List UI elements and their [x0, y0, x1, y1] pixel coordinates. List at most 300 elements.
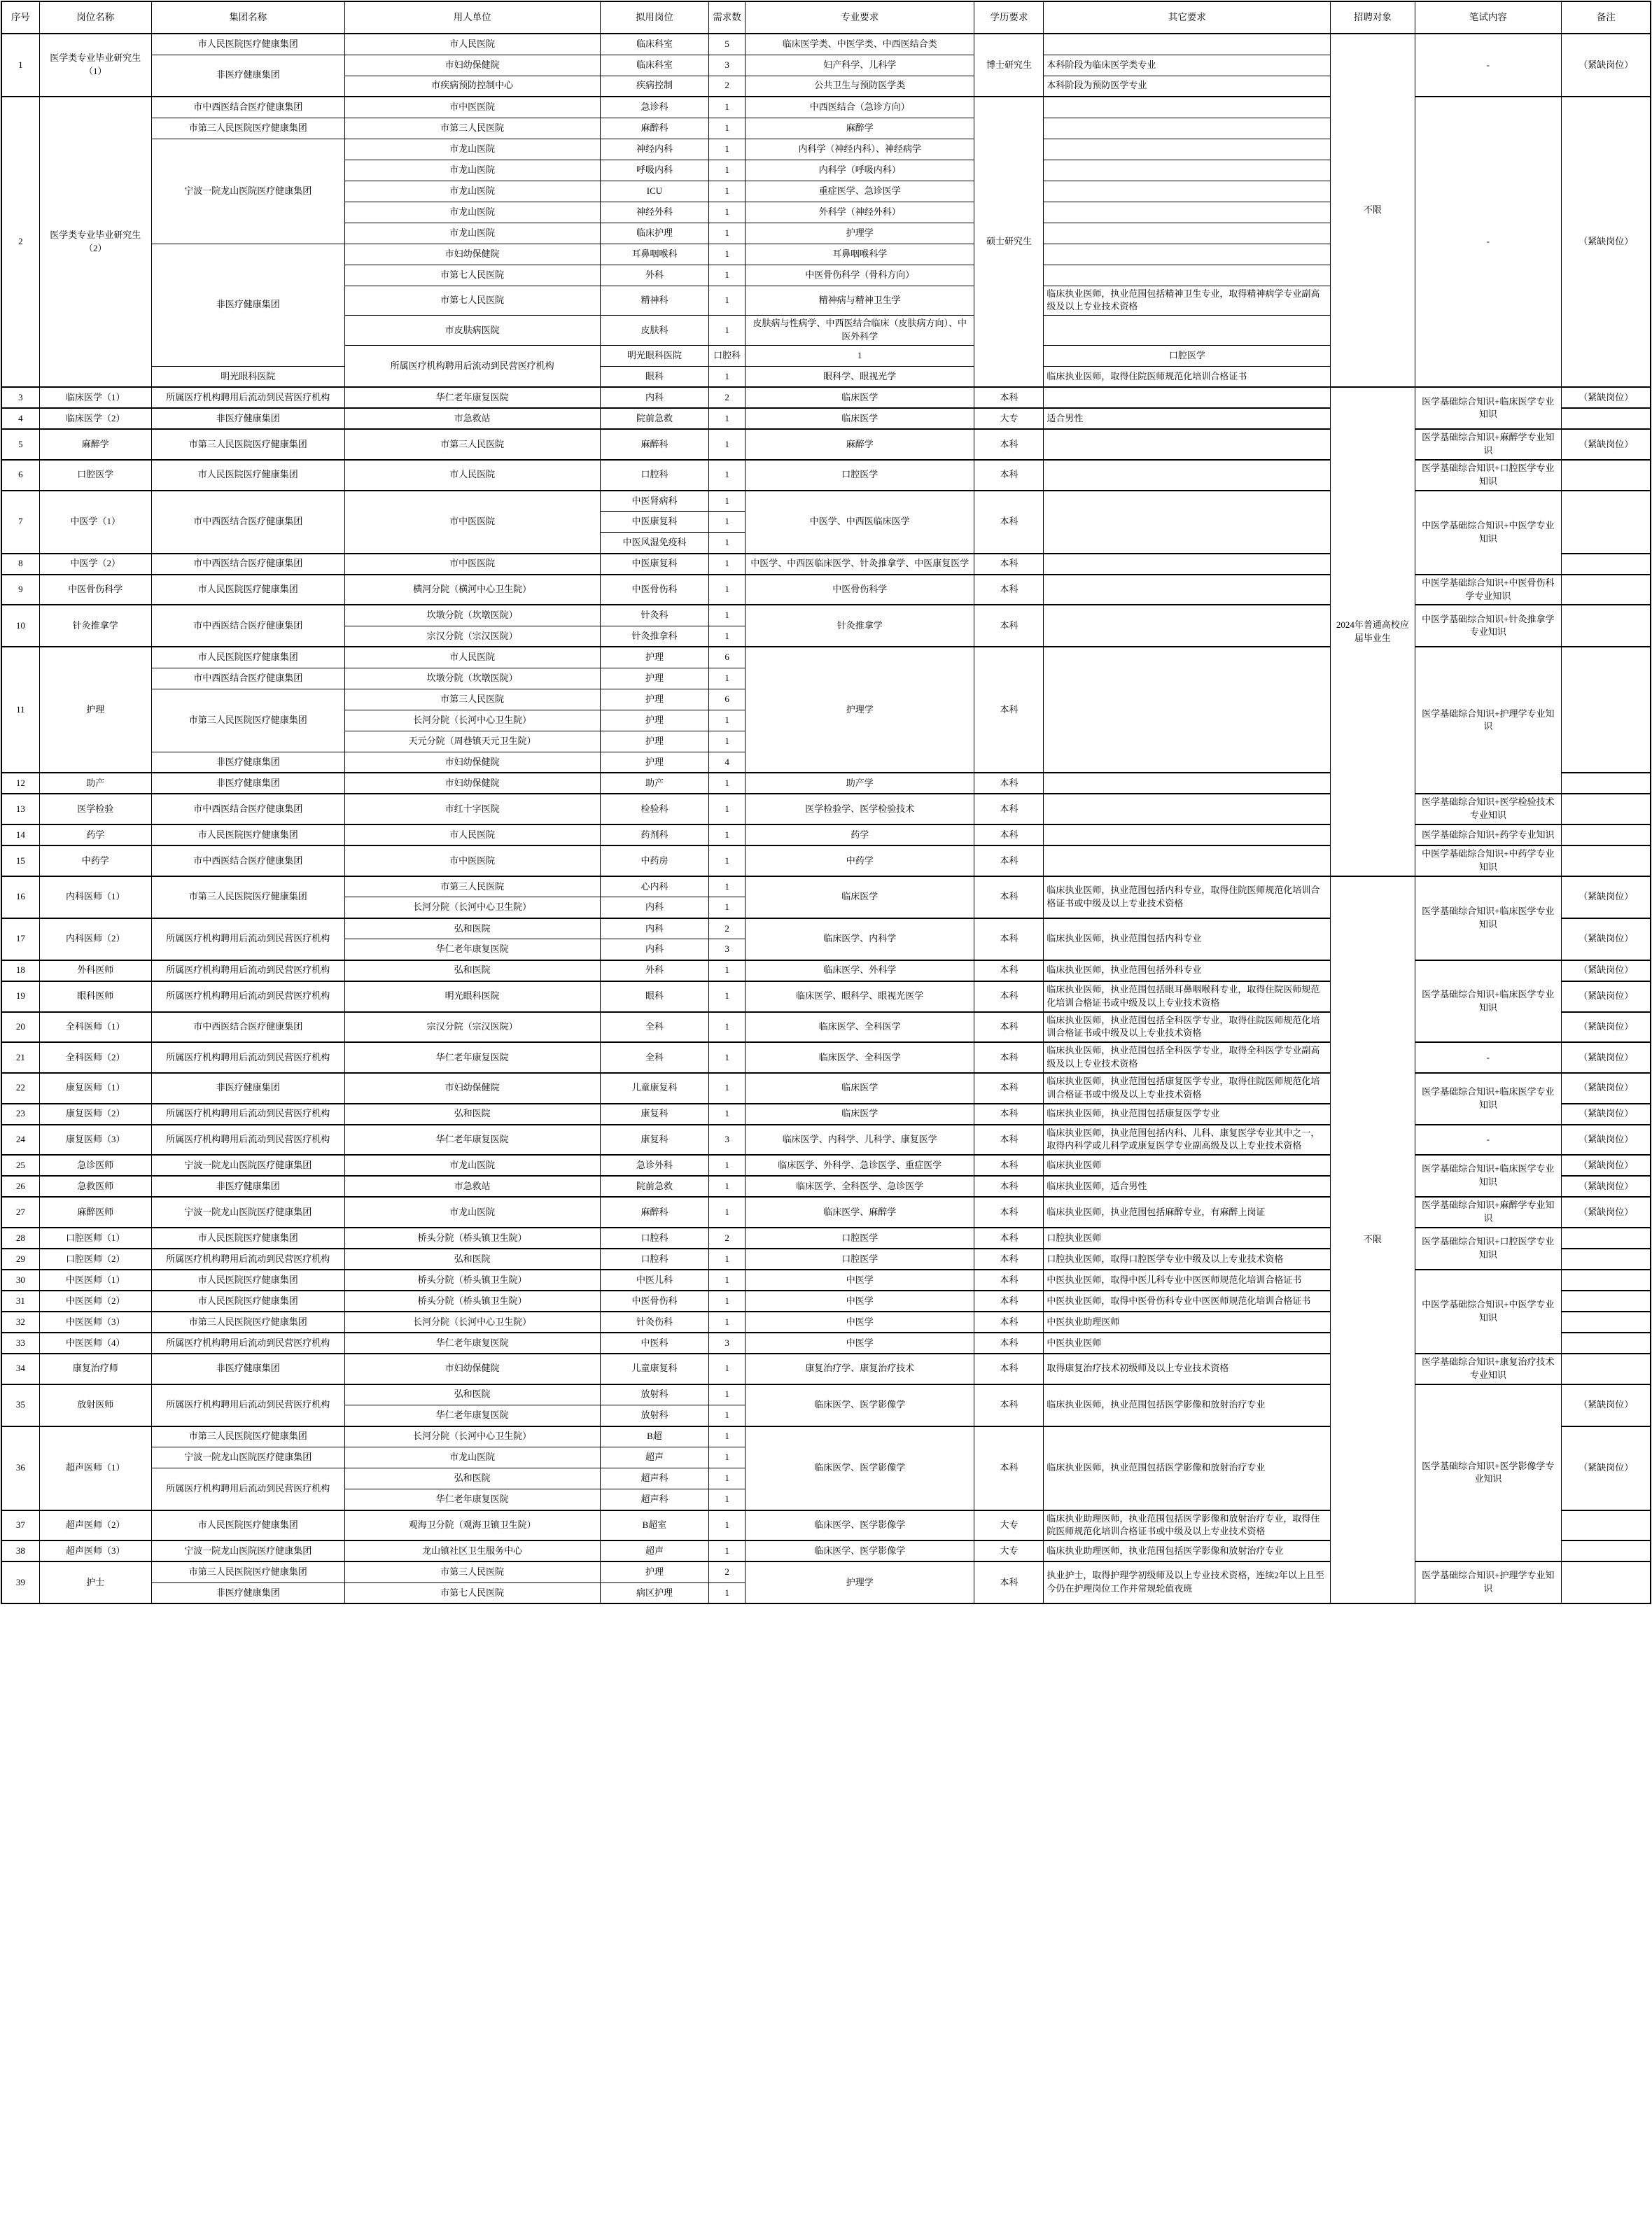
cell-r0-c1: 医学类专业毕业研究生（1）	[39, 34, 151, 97]
cell-r60-c0: 36	[1, 1426, 39, 1510]
cell-r33-c8	[1044, 773, 1331, 794]
cell-r24-c2: 市人民医院医疗健康集团	[151, 575, 344, 605]
cell-r42-c1: 眼科医师	[39, 981, 151, 1012]
cell-r6-c3: 市龙山医院	[344, 160, 600, 181]
cell-r18-c11: （紧缺岗位）	[1562, 429, 1651, 460]
cell-r7-c8	[1044, 181, 1331, 202]
cell-r50-c8: 临床执业医师，执业范围包括麻醉专业，有麻醉上岗证	[1044, 1197, 1331, 1228]
cell-r28-c2: 市中西医结合医疗健康集团	[151, 668, 344, 689]
cell-r56-c1: 中医医师（4）	[39, 1333, 151, 1354]
cell-r31-c3: 天元分院（周巷镇天元卫生院）	[344, 731, 600, 752]
cell-r37-c0: 16	[1, 876, 39, 918]
cell-r2-c6: 公共卫生与预防医学类	[746, 76, 974, 97]
cell-r65-c8: 临床执业助理医师，执业范围包括医学影像和放射治疗专业	[1044, 1540, 1331, 1561]
cell-r54-c5: 1	[709, 1291, 746, 1312]
cell-r33-c7: 本科	[974, 773, 1044, 794]
cell-r37-c6: 临床医学	[746, 876, 974, 918]
cell-r46-c6: 临床医学	[746, 1104, 974, 1125]
cell-r45-c2: 非医疗健康集团	[151, 1073, 344, 1104]
cell-r63-c5: 1	[709, 1489, 746, 1510]
cell-r47-c7: 本科	[974, 1125, 1044, 1156]
cell-r34-c0: 13	[1, 794, 39, 824]
cell-r11-c6: 中医骨伤科学（骨科方向）	[746, 265, 974, 286]
cell-r43-c6: 临床医学、全科医学	[746, 1012, 974, 1043]
cell-r53-c0: 30	[1, 1270, 39, 1291]
cell-r43-c2: 市中西医结合医疗健康集团	[151, 1012, 344, 1043]
cell-r35-c11	[1562, 824, 1651, 845]
cell-r18-c3: 市第三人民医院	[344, 429, 600, 460]
cell-r57-c3: 市妇幼保健院	[344, 1354, 600, 1384]
cell-r34-c11	[1562, 794, 1651, 824]
cell-r53-c6: 中医学	[746, 1270, 974, 1291]
cell-r50-c3: 市龙山医院	[344, 1197, 600, 1228]
cell-r10-c5: 1	[709, 244, 746, 265]
table-row	[1, 876, 1651, 897]
cell-r2-c5: 2	[709, 76, 746, 97]
cell-r0-c5: 5	[709, 34, 746, 55]
cell-r43-c8: 临床执业医师，执业范围包括全科医学专业，取得住院医师规范化培训合格证书或中级及以上专业技术资格	[1044, 1012, 1331, 1043]
cell-r52-c2: 所属医疗机构聘用后流动到民营医疗机构	[151, 1249, 344, 1270]
cell-r54-c8: 中医执业医师，取得中医骨伤科专业中医医师规范化培训合格证书	[1044, 1291, 1331, 1312]
cell-r54-c1: 中医医师（2）	[39, 1291, 151, 1312]
cell-r8-c8	[1044, 202, 1331, 223]
cell-r51-c6: 口腔医学	[746, 1228, 974, 1249]
cell-r48-c6: 临床医学、外科学、急诊医学、重症医学	[746, 1155, 974, 1176]
cell-r46-c8: 临床执业医师，执业范围包括康复医学专业	[1044, 1104, 1331, 1125]
cell-r0-c10: -	[1415, 34, 1562, 97]
cell-r25-c5: 1	[709, 605, 746, 626]
cell-r25-c11	[1562, 605, 1651, 647]
cell-r33-c3: 市妇幼保健院	[344, 773, 600, 794]
cell-r14-c3: 明光眼科医院	[600, 345, 708, 366]
cell-r64-c3: 观海卫分院（观海卫镇卫生院）	[344, 1510, 600, 1541]
cell-r51-c0: 28	[1, 1228, 39, 1249]
cell-r47-c11: （紧缺岗位）	[1562, 1125, 1651, 1156]
cell-r41-c7: 本科	[974, 960, 1044, 981]
cell-r18-c7: 本科	[974, 429, 1044, 460]
cell-r46-c7: 本科	[974, 1104, 1044, 1125]
cell-r52-c0: 29	[1, 1249, 39, 1270]
cell-r58-c6: 临床医学、医学影像学	[746, 1384, 974, 1426]
cell-r66-c4: 护理	[600, 1561, 708, 1582]
cell-r44-c8: 临床执业医师，执业范围包括全科医学专业，取得全科医学专业副高级及以上专业技术资格	[1044, 1042, 1331, 1073]
cell-r57-c7: 本科	[974, 1354, 1044, 1384]
cell-r42-c6: 临床医学、眼科学、眼视光医学	[746, 981, 974, 1012]
cell-r27-c4: 护理	[600, 647, 708, 668]
cell-r3-c4: 急诊科	[600, 97, 708, 118]
recruitment-table	[1, 1, 1651, 1604]
cell-r54-c4: 中医骨伤科	[600, 1291, 708, 1312]
cell-r16-c5: 2	[709, 387, 746, 408]
cell-r24-c0: 9	[1, 575, 39, 605]
cell-r64-c7: 大专	[974, 1510, 1044, 1541]
cell-r17-c8: 适合男性	[1044, 408, 1331, 429]
cell-r47-c10: -	[1415, 1125, 1562, 1156]
cell-r36-c2: 市中西医结合医疗健康集团	[151, 845, 344, 876]
cell-r5-c5: 1	[709, 139, 746, 160]
cell-r38-c5: 1	[709, 897, 746, 918]
cell-r32-c5: 4	[709, 752, 746, 773]
cell-r34-c5: 1	[709, 794, 746, 824]
cell-r7-c6: 重症医学、急诊医学	[746, 181, 974, 202]
cell-r24-c1: 中医骨伤科学	[39, 575, 151, 605]
cell-r58-c3: 弘和医院	[344, 1384, 600, 1405]
cell-r3-c2: 市中西医结合医疗健康集团	[151, 97, 344, 118]
cell-r41-c5: 1	[709, 960, 746, 981]
cell-r35-c6: 药学	[746, 824, 974, 845]
cell-r35-c7: 本科	[974, 824, 1044, 845]
cell-r6-c6: 内科学（呼吸内科）	[746, 160, 974, 181]
cell-r49-c5: 1	[709, 1176, 746, 1197]
cell-r37-c10: 医学基础综合知识+临床医学专业知识	[1415, 876, 1562, 960]
cell-r42-c7: 本科	[974, 981, 1044, 1012]
cell-r64-c0: 37	[1, 1510, 39, 1541]
cell-r47-c8: 临床执业医师，执业范围包括内科、儿科、康复医学专业其中之一，取得内科学或儿科学或康复医学专业副高级及以上专业技术资格	[1044, 1125, 1331, 1156]
cell-r55-c2: 市第三人民医院医疗健康集团	[151, 1312, 344, 1333]
cell-r58-c5: 1	[709, 1384, 746, 1405]
cell-r44-c6: 临床医学、全科医学	[746, 1042, 974, 1073]
cell-r3-c6: 中西医结合（急诊方向）	[746, 97, 974, 118]
cell-r18-c6: 麻醉学	[746, 429, 974, 460]
cell-r55-c6: 中医学	[746, 1312, 974, 1333]
cell-r39-c1: 内科医师（2）	[39, 918, 151, 960]
cell-r4-c8	[1044, 118, 1331, 139]
cell-r13-c4: 皮肤科	[600, 316, 708, 346]
cell-r16-c0: 3	[1, 387, 39, 408]
cell-r51-c11	[1562, 1228, 1651, 1249]
column-header-9: 招聘对象	[1331, 1, 1415, 34]
cell-r65-c2: 宁波一院龙山医院医疗健康集团	[151, 1540, 344, 1561]
cell-r55-c1: 中医医师（3）	[39, 1312, 151, 1333]
cell-r10-c2: 非医疗健康集团	[151, 244, 344, 366]
cell-r47-c1: 康复医师（3）	[39, 1125, 151, 1156]
cell-r64-c4: B超室	[600, 1510, 708, 1541]
cell-r16-c9: 2024年普通高校应届毕业生	[1331, 387, 1415, 876]
cell-r58-c7: 本科	[974, 1384, 1044, 1426]
cell-r44-c7: 本科	[974, 1042, 1044, 1073]
cell-r22-c4: 中医风湿免疫科	[600, 533, 708, 554]
cell-r49-c1: 急救医师	[39, 1176, 151, 1197]
cell-r47-c4: 康复科	[600, 1125, 708, 1156]
cell-r35-c1: 药学	[39, 824, 151, 845]
cell-r16-c11: （紧缺岗位）	[1562, 387, 1651, 408]
cell-r44-c1: 全科医师（2）	[39, 1042, 151, 1073]
cell-r25-c8	[1044, 605, 1331, 647]
column-header-4: 拟用岗位	[600, 1, 708, 34]
cell-r50-c0: 27	[1, 1197, 39, 1228]
cell-r23-c2: 市中西医结合医疗健康集团	[151, 554, 344, 575]
cell-r55-c11	[1562, 1312, 1651, 1333]
cell-r19-c11	[1562, 460, 1651, 491]
cell-r51-c3: 桥头分院（桥头镇卫生院）	[344, 1228, 600, 1249]
cell-r25-c0: 10	[1, 605, 39, 647]
cell-r41-c8: 临床执业医师，执业范围包括外科专业	[1044, 960, 1331, 981]
cell-r31-c5: 1	[709, 731, 746, 752]
cell-r56-c0: 33	[1, 1333, 39, 1354]
cell-r14-c6: 口腔医学	[1044, 345, 1331, 366]
cell-r60-c5: 1	[709, 1426, 746, 1447]
cell-r27-c5: 6	[709, 647, 746, 668]
cell-r39-c5: 2	[709, 918, 746, 939]
cell-r64-c11	[1562, 1510, 1651, 1541]
cell-r66-c1: 护士	[39, 1561, 151, 1603]
cell-r39-c4: 内科	[600, 918, 708, 939]
cell-r19-c3: 市人民医院	[344, 460, 600, 491]
cell-r37-c1: 内科医师（1）	[39, 876, 151, 918]
cell-r35-c8	[1044, 824, 1331, 845]
cell-r53-c10: 中医学基础综合知识+中医学专业知识	[1415, 1270, 1562, 1354]
cell-r44-c11: （紧缺岗位）	[1562, 1042, 1651, 1073]
cell-r49-c6: 临床医学、全科医学、急诊医学	[746, 1176, 974, 1197]
cell-r66-c8: 执业护士，取得护理学初级师及以上专业技术资格，连续2年以上且至今仍在护理岗位工作并常规轮值夜班	[1044, 1561, 1331, 1603]
cell-r20-c11	[1562, 491, 1651, 554]
cell-r44-c2: 所属医疗机构聘用后流动到民营医疗机构	[151, 1042, 344, 1073]
cell-r59-c3: 华仁老年康复医院	[344, 1405, 600, 1426]
cell-r50-c11: （紧缺岗位）	[1562, 1197, 1651, 1228]
cell-r36-c3: 市中医医院	[344, 845, 600, 876]
cell-r6-c8	[1044, 160, 1331, 181]
cell-r36-c0: 15	[1, 845, 39, 876]
cell-r57-c6: 康复治疗学、康复治疗技术	[746, 1354, 974, 1384]
cell-r28-c4: 护理	[600, 668, 708, 689]
cell-r50-c4: 麻醉科	[600, 1197, 708, 1228]
cell-r20-c3: 市中医医院	[344, 491, 600, 554]
cell-r36-c4: 中药房	[600, 845, 708, 876]
cell-r65-c6: 临床医学、医学影像学	[746, 1540, 974, 1561]
cell-r48-c1: 急诊医师	[39, 1155, 151, 1176]
cell-r17-c2: 非医疗健康集团	[151, 408, 344, 429]
cell-r35-c10: 医学基础综合知识+药学专业知识	[1415, 824, 1562, 845]
cell-r35-c3: 市人民医院	[344, 824, 600, 845]
cell-r42-c0: 19	[1, 981, 39, 1012]
cell-r19-c2: 市人民医院医疗健康集团	[151, 460, 344, 491]
cell-r28-c3: 坎墩分院（坎墩医院）	[344, 668, 600, 689]
cell-r36-c1: 中药学	[39, 845, 151, 876]
cell-r52-c6: 口腔医学	[746, 1249, 974, 1270]
column-header-0: 序号	[1, 1, 39, 34]
cell-r55-c5: 1	[709, 1312, 746, 1333]
cell-r27-c10: 医学基础综合知识+护理学专业知识	[1415, 647, 1562, 794]
column-header-1: 岗位名称	[39, 1, 151, 34]
cell-r41-c0: 18	[1, 960, 39, 981]
cell-r29-c3: 市第三人民医院	[344, 689, 600, 710]
cell-r50-c2: 宁波一院龙山医院医疗健康集团	[151, 1197, 344, 1228]
cell-r59-c5: 1	[709, 1405, 746, 1426]
cell-r66-c11	[1562, 1561, 1651, 1603]
cell-r15-c3: 明光眼科医院	[151, 366, 344, 387]
cell-r3-c1: 医学类专业毕业研究生（2）	[39, 97, 151, 387]
cell-r50-c10: 医学基础综合知识+麻醉学专业知识	[1415, 1197, 1562, 1228]
cell-r56-c3: 华仁老年康复医院	[344, 1333, 600, 1354]
cell-r23-c7: 本科	[974, 554, 1044, 575]
cell-r56-c7: 本科	[974, 1333, 1044, 1354]
cell-r45-c4: 儿童康复科	[600, 1073, 708, 1104]
cell-r65-c7: 大专	[974, 1540, 1044, 1561]
cell-r54-c0: 31	[1, 1291, 39, 1312]
cell-r11-c3: 市第七人民医院	[344, 265, 600, 286]
cell-r57-c1: 康复治疗师	[39, 1354, 151, 1384]
cell-r46-c3: 弘和医院	[344, 1104, 600, 1125]
cell-r1-c6: 妇产科学、儿科学	[746, 55, 974, 76]
cell-r33-c6: 助产学	[746, 773, 974, 794]
cell-r20-c0: 7	[1, 491, 39, 554]
cell-r36-c5: 1	[709, 845, 746, 876]
cell-r36-c7: 本科	[974, 845, 1044, 876]
cell-r66-c3: 市第三人民医院	[344, 1561, 600, 1582]
cell-r24-c8	[1044, 575, 1331, 605]
cell-r43-c0: 20	[1, 1012, 39, 1043]
cell-r51-c5: 2	[709, 1228, 746, 1249]
cell-r52-c3: 弘和医院	[344, 1249, 600, 1270]
cell-r53-c11	[1562, 1270, 1651, 1291]
cell-r33-c5: 1	[709, 773, 746, 794]
cell-r9-c8	[1044, 223, 1331, 244]
cell-r49-c3: 市急救站	[344, 1176, 600, 1197]
cell-r29-c5: 6	[709, 689, 746, 710]
cell-r30-c3: 长河分院（长河中心卫生院）	[344, 710, 600, 731]
cell-r14-c4: 口腔科	[709, 345, 746, 366]
cell-r58-c8: 临床执业医师，执业范围包括医学影像和放射治疗专业	[1044, 1384, 1331, 1426]
cell-r52-c8: 口腔执业医师，取得口腔医学专业中级及以上专业技术资格	[1044, 1249, 1331, 1270]
cell-r33-c2: 非医疗健康集团	[151, 773, 344, 794]
table-row	[1, 34, 1651, 55]
cell-r1-c2: 非医疗健康集团	[151, 55, 344, 97]
cell-r65-c3: 龙山镇社区卫生服务中心	[344, 1540, 600, 1561]
cell-r31-c4: 护理	[600, 731, 708, 752]
cell-r50-c1: 麻醉医师	[39, 1197, 151, 1228]
cell-r33-c4: 助产	[600, 773, 708, 794]
cell-r46-c2: 所属医疗机构聘用后流动到民营医疗机构	[151, 1104, 344, 1125]
cell-r4-c5: 1	[709, 118, 746, 139]
cell-r43-c3: 宗汉分院（宗汉医院）	[344, 1012, 600, 1043]
cell-r60-c8: 临床执业医师，执业范围包括医学影像和放射治疗专业	[1044, 1426, 1331, 1510]
cell-r45-c11: （紧缺岗位）	[1562, 1073, 1651, 1104]
cell-r18-c1: 麻醉学	[39, 429, 151, 460]
cell-r52-c5: 1	[709, 1249, 746, 1270]
cell-r17-c4: 院前急救	[600, 408, 708, 429]
cell-r48-c8: 临床执业医师	[1044, 1155, 1331, 1176]
cell-r20-c1: 中医学（1）	[39, 491, 151, 554]
cell-r65-c4: 超声	[600, 1540, 708, 1561]
cell-r17-c7: 大专	[974, 408, 1044, 429]
cell-r66-c6: 护理学	[746, 1561, 974, 1603]
cell-r0-c3: 市人民医院	[344, 34, 600, 55]
cell-r15-c4: 眼科	[600, 366, 708, 387]
cell-r48-c2: 宁波一院龙山医院医疗健康集团	[151, 1155, 344, 1176]
cell-r0-c2: 市人民医院医疗健康集团	[151, 34, 344, 55]
cell-r8-c6: 外科学（神经外科）	[746, 202, 974, 223]
cell-r67-c2: 非医疗健康集团	[151, 1582, 344, 1603]
cell-r20-c7: 本科	[974, 491, 1044, 554]
cell-r46-c11: （紧缺岗位）	[1562, 1104, 1651, 1125]
cell-r42-c2: 所属医疗机构聘用后流动到民营医疗机构	[151, 981, 344, 1012]
column-header-5: 需求数	[709, 1, 746, 34]
cell-r62-c4: 超声科	[600, 1468, 708, 1489]
cell-r53-c8: 中医执业医师，取得中医儿科专业中医医师规范化培训合格证书	[1044, 1270, 1331, 1291]
cell-r16-c2: 所属医疗机构聘用后流动到民营医疗机构	[151, 387, 344, 408]
cell-r36-c10: 中医学基础综合知识+中药学专业知识	[1415, 845, 1562, 876]
cell-r43-c11: （紧缺岗位）	[1562, 1012, 1651, 1043]
cell-r47-c0: 24	[1, 1125, 39, 1156]
cell-r33-c0: 12	[1, 773, 39, 794]
cell-r34-c2: 市中西医结合医疗健康集团	[151, 794, 344, 824]
cell-r58-c1: 放射医师	[39, 1384, 151, 1426]
cell-r18-c0: 5	[1, 429, 39, 460]
cell-r25-c4: 针灸科	[600, 605, 708, 626]
cell-r41-c10: 医学基础综合知识+临床医学专业知识	[1415, 960, 1562, 1042]
cell-r20-c8	[1044, 491, 1331, 554]
cell-r48-c10: 医学基础综合知识+临床医学专业知识	[1415, 1155, 1562, 1197]
cell-r18-c8	[1044, 429, 1331, 460]
cell-r33-c11	[1562, 773, 1651, 794]
cell-r16-c7: 本科	[974, 387, 1044, 408]
cell-r37-c7: 本科	[974, 876, 1044, 918]
cell-r24-c4: 中医骨伤科	[600, 575, 708, 605]
cell-r17-c11	[1562, 408, 1651, 429]
cell-r12-c8: 临床执业医师，执业范围包括精神卫生专业，取得精神病学专业副高级及以上专业技术资格	[1044, 286, 1331, 316]
cell-r57-c5: 1	[709, 1354, 746, 1384]
cell-r54-c3: 桥头分院（桥头镇卫生院）	[344, 1291, 600, 1312]
cell-r46-c4: 康复科	[600, 1104, 708, 1125]
cell-r53-c1: 中医医师（1）	[39, 1270, 151, 1291]
cell-r3-c11: （紧缺岗位）	[1562, 97, 1651, 387]
cell-r37-c8: 临床执业医师，执业范围包括内科专业，取得住院医师规范化培训合格证书或中级及以上专业技术资格	[1044, 876, 1331, 918]
cell-r26-c3: 宗汉分院（宗汉医院）	[344, 626, 600, 647]
cell-r66-c0: 39	[1, 1561, 39, 1603]
cell-r48-c7: 本科	[974, 1155, 1044, 1176]
cell-r8-c4: 神经外科	[600, 202, 708, 223]
cell-r25-c3: 坎墩分院（坎墩医院）	[344, 605, 600, 626]
cell-r15-c8: 临床执业医师，取得住院医师规范化培训合格证书	[1044, 366, 1331, 387]
cell-r0-c0: 1	[1, 34, 39, 97]
cell-r53-c4: 中医儿科	[600, 1270, 708, 1291]
cell-r53-c2: 市人民医院医疗健康集团	[151, 1270, 344, 1291]
cell-r51-c1: 口腔医师（1）	[39, 1228, 151, 1249]
cell-r27-c3: 市人民医院	[344, 647, 600, 668]
cell-r48-c11: （紧缺岗位）	[1562, 1155, 1651, 1176]
cell-r25-c7: 本科	[974, 605, 1044, 647]
cell-r34-c8	[1044, 794, 1331, 824]
cell-r67-c4: 病区护理	[600, 1582, 708, 1603]
cell-r40-c3: 华仁老年康复医院	[344, 939, 600, 960]
cell-r2-c4: 疾病控制	[600, 76, 708, 97]
cell-r38-c4: 内科	[600, 897, 708, 918]
cell-r47-c5: 3	[709, 1125, 746, 1156]
cell-r41-c2: 所属医疗机构聘用后流动到民营医疗机构	[151, 960, 344, 981]
cell-r45-c1: 康复医师（1）	[39, 1073, 151, 1104]
cell-r3-c3: 市中医医院	[344, 97, 600, 118]
cell-r64-c1: 超声医师（2）	[39, 1510, 151, 1541]
cell-r11-c8	[1044, 265, 1331, 286]
cell-r12-c6: 精神病与精神卫生学	[746, 286, 974, 316]
cell-r2-c3: 市疾病预防控制中心	[344, 76, 600, 97]
cell-r67-c5: 1	[709, 1582, 746, 1603]
cell-r15-c5: 1	[709, 366, 746, 387]
cell-r36-c8	[1044, 845, 1331, 876]
cell-r20-c10: 中医学基础综合知识+中医学专业知识	[1415, 491, 1562, 575]
cell-r17-c0: 4	[1, 408, 39, 429]
cell-r21-c4: 中医康复科	[600, 512, 708, 533]
cell-r5-c6: 内科学（神经内科）、神经病学	[746, 139, 974, 160]
cell-r4-c4: 麻醉科	[600, 118, 708, 139]
cell-r49-c0: 26	[1, 1176, 39, 1197]
cell-r51-c7: 本科	[974, 1228, 1044, 1249]
cell-r11-c5: 1	[709, 265, 746, 286]
cell-r35-c0: 14	[1, 824, 39, 845]
cell-r17-c6: 临床医学	[746, 408, 974, 429]
cell-r10-c6: 耳鼻咽喉科学	[746, 244, 974, 265]
cell-r64-c5: 1	[709, 1510, 746, 1541]
